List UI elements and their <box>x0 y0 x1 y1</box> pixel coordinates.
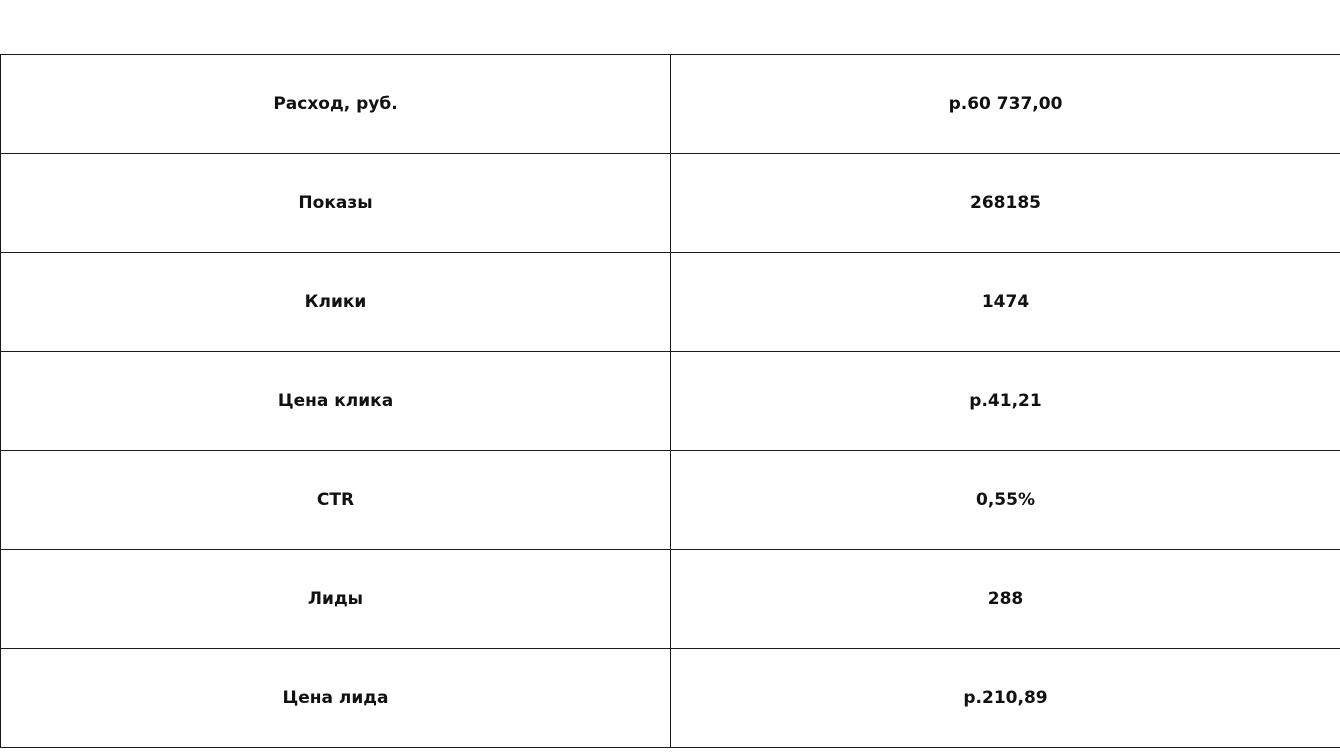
metric-label: Расход, руб. <box>1 55 671 154</box>
table-row <box>1 550 1340 649</box>
table-row <box>1 649 1340 748</box>
metric-value: р.60 737,00 <box>671 55 1340 154</box>
metric-value: 0,55% <box>671 451 1340 550</box>
table-row <box>1 55 1340 154</box>
metric-label: CTR <box>1 451 671 550</box>
metric-label: Клики <box>1 253 671 352</box>
metrics-table <box>0 54 1340 748</box>
metric-label: Цена лида <box>1 649 671 748</box>
metric-label: Показы <box>1 154 671 253</box>
metric-value: 1474 <box>671 253 1340 352</box>
table-row <box>1 154 1340 253</box>
metric-value: 268185 <box>671 154 1340 253</box>
table-row <box>1 352 1340 451</box>
metric-value: р.41,21 <box>671 352 1340 451</box>
metric-label: Лиды <box>1 550 671 649</box>
metric-label: Цена клика <box>1 352 671 451</box>
metric-value: 288 <box>671 550 1340 649</box>
table-row <box>1 451 1340 550</box>
table-row <box>1 253 1340 352</box>
metric-value: р.210,89 <box>671 649 1340 748</box>
